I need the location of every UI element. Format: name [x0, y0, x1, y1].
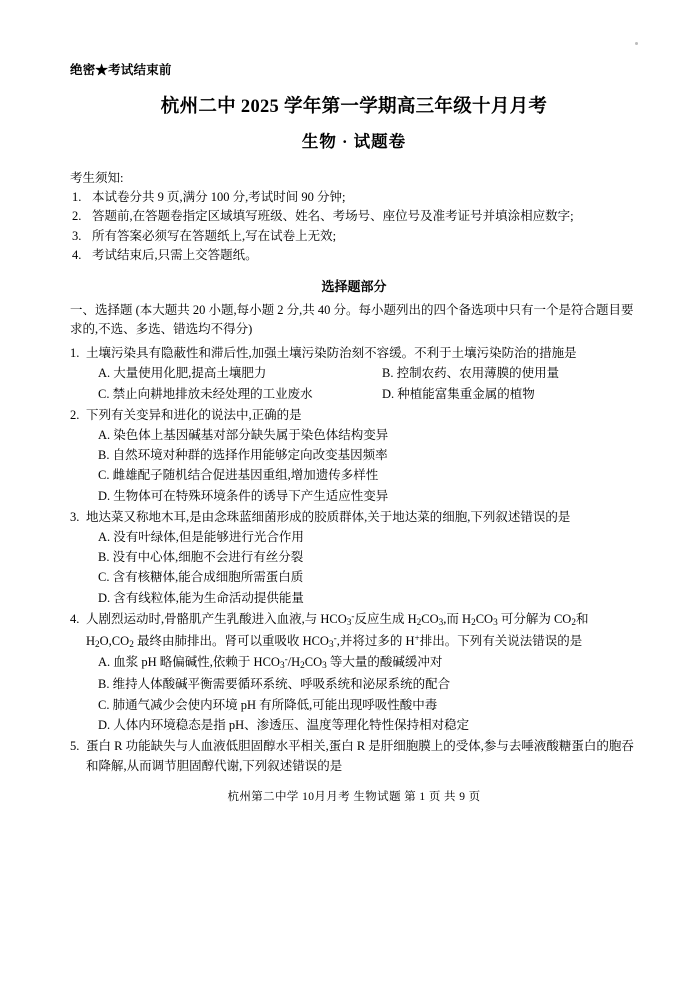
notice-item-text: 考试结束后,只需上交答题纸。 — [92, 248, 258, 263]
option-c[interactable]: C. 禁止向耕地排放未经处理的工业废水 — [98, 386, 313, 401]
list-item — [70, 246, 638, 265]
question-text: 下列有关变异和进化的说法中,正确的是 — [86, 407, 302, 422]
option-a[interactable]: A. 没有叶绿体,但是能够进行光合作用 — [98, 529, 304, 544]
list-item — [70, 188, 638, 207]
question-2 — [70, 405, 638, 506]
question-3 — [70, 507, 638, 608]
option-b[interactable]: B. 维持人体酸碱平衡需要循环系统、呼吸系统和泌尿系统的配合 — [98, 677, 451, 692]
option-a[interactable]: A. 染色体上基因碱基对部分缺失属于染色体结构变异 — [98, 427, 389, 442]
notice-item-text: 本试卷分共 9 页,满分 100 分,考试时间 90 分钟; — [92, 190, 346, 204]
option-c[interactable]: C. 雌雄配子随机结合促进基因重组,增加遗传多样性 — [98, 468, 379, 483]
option-b[interactable]: B. 控制农药、农用薄膜的使用量 — [382, 366, 560, 381]
question-text: 蛋白 R 功能缺失与人血液低胆固醇水平相关,蛋白 R 是肝细胞膜上的受体,参与去唾液酸糖蛋白的胞吞和降解,从而调节胆固醇代谢,下列叙述错误的是 — [86, 739, 634, 774]
option-d[interactable]: D. 生物体可在特殊环境条件的诱导下产生适应性变异 — [98, 488, 389, 503]
notice-item-number: 1. — [72, 190, 82, 204]
option-a[interactable]: A. 大量使用化肥,提高土壤肥力 — [98, 366, 267, 381]
question-options — [70, 527, 638, 608]
question-stem — [70, 405, 638, 425]
question-1 — [70, 343, 638, 404]
option-d[interactable]: D. 种植能富集重金属的植物 — [382, 386, 535, 401]
question-4 — [70, 609, 638, 735]
question-text: 土壤污染具有隐蔽性和滞后性,加强土壤污染防治刻不容缓。不利于土壤污染防治的措施是 — [86, 346, 577, 361]
question-number: 5. — [70, 739, 80, 754]
notice-item-number: 3. — [72, 228, 82, 243]
question-stem — [70, 736, 638, 776]
secret-label: 绝密★考试结束前 — [70, 63, 172, 77]
notice-item-number: 2. — [72, 209, 82, 224]
option-b[interactable]: B. 没有中心体,细胞不会进行有丝分裂 — [98, 550, 304, 564]
section-instructions: 一、选择题 (本大题共 20 小题,每小题 2 分,共 40 分。每小题列出的四个备选项中只有一个是符合题目要求的,不选、多选、错选均不得分) — [70, 302, 634, 336]
question-number: 3. — [70, 509, 80, 524]
option-c[interactable]: C. 肺通气减少会使内环境 pH 有所降低,可能出现呼吸性酸中毒 — [98, 697, 438, 712]
page-subtitle: 生物 · 试题卷 — [301, 132, 407, 151]
option-c[interactable]: C. 含有核糖体,能合成细胞所需蛋白质 — [98, 570, 304, 585]
notice-item-text: 答题前,在答题卷指定区域填写班级、姓名、考场号、座位号及准考证号并填涂相应数字; — [92, 209, 574, 224]
question-stem — [70, 343, 638, 363]
option-a[interactable]: A. 血浆 pH 略偏碱性,依赖于 $HCO_3^-/H_2CO_3$ 等大量的酸碱缓冲对 — [98, 655, 443, 672]
section-title: 选择题部分 — [321, 278, 387, 294]
question-number: 1. — [70, 346, 80, 361]
question-options — [70, 652, 638, 735]
question-text: 人剧烈运动时,骨骼肌产生乳酸进入血液,与 $HCO_3^-$反应生成 $H_2CO_3$,而 $H_2CO_3$ 可分解为 $CO_2$和 $H_2O,CO_2$ 最终由肺排出。肾可以重吸收 $HCO_3^-$,并将过多的 H+排出。下列有关说法错误的是 — [86, 611, 589, 650]
page-footer: 杭州第二中学 10月月考 生物试题 第 1 页 共 9 页 — [227, 791, 481, 804]
list-item — [70, 227, 638, 246]
question-text: 地达菜又称地木耳,是由念珠蓝细菌形成的胶质群体,关于地达菜的细胞,下列叙述错误的是 — [86, 509, 571, 524]
option-b[interactable]: B. 自然环境对种群的选择作用能够定向改变基因频率 — [98, 448, 388, 462]
option-d[interactable]: D. 人体内环境稳态是指 pH、渗透压、温度等理化特性保持相对稳定 — [98, 717, 470, 732]
question-stem — [70, 507, 638, 527]
corner-dot-mark — [635, 42, 638, 45]
option-d[interactable]: D. 含有线粒体,能为生命活动提供能量 — [98, 590, 304, 605]
question-number: 2. — [70, 407, 80, 422]
question-number: 4. — [70, 611, 80, 626]
question-5 — [70, 736, 638, 776]
notice-list — [70, 188, 638, 266]
page-title: 杭州二中 2025 学年第一学期高三年级十月月考 — [160, 97, 548, 117]
notice-item-number: 4. — [72, 248, 82, 263]
notice-item-text: 所有答案必须写在答题纸上,写在试卷上无效; — [92, 228, 337, 243]
notice-heading: 考生须知: — [70, 171, 124, 185]
question-options — [70, 363, 638, 404]
question-options — [70, 425, 638, 506]
list-item — [70, 207, 638, 226]
question-stem — [70, 609, 638, 653]
